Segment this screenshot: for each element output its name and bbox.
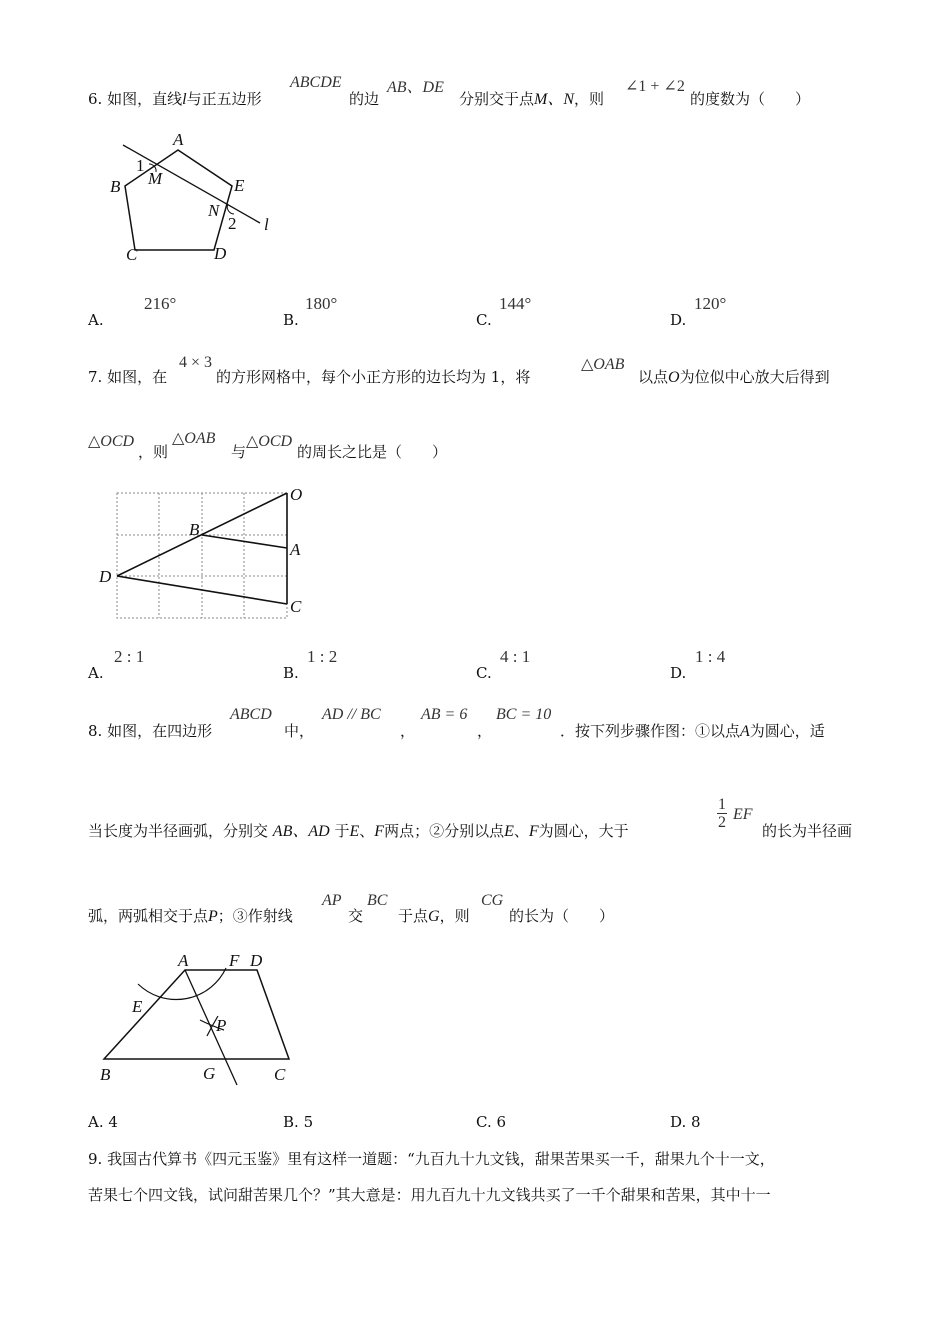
q6-math-sides: AB、DE: [387, 79, 444, 96]
q8-stem-2: [88, 821, 629, 842]
q8-label-B: B: [100, 1065, 111, 1084]
q7-option-b-label: B.: [283, 664, 299, 682]
q8-label-C: C: [274, 1065, 286, 1084]
q7-math-ocd: △OCD: [88, 433, 135, 450]
q8-option-b-value: 5: [303, 1113, 314, 1131]
q8-comma-1: ，: [400, 722, 416, 740]
q8-option-c-label: C.: [476, 1113, 492, 1131]
q8-option-a-value: 4: [108, 1113, 118, 1131]
q9-line-2: 苦果七个四文钱，试问甜苦果几个？”其大意是：用九百九十九文钱共买了一千个甜果和苦果，其中十一: [88, 1186, 771, 1204]
q8-point-e-2: E: [504, 823, 514, 840]
q8-fraction-half: [717, 796, 727, 831]
q8-math-bc-2: BC: [367, 892, 388, 909]
q8-fraction-numerator: 1: [718, 796, 726, 813]
q6-number: 6.: [88, 90, 103, 108]
q7-text-7: 的周长之比是（ ）: [297, 443, 448, 461]
q6-text-6: 的度数为（ ）: [690, 90, 811, 108]
q6-option-b-value: 180°: [305, 294, 338, 313]
q8-line3-d: [398, 906, 470, 927]
q7-text-3: [638, 367, 830, 388]
q8-text-3-a: ．按下列步骤作图：①以点: [560, 722, 741, 740]
q6-text-2: 与正五边形: [186, 90, 262, 108]
q8-label-F: F: [229, 951, 240, 970]
q7-figure-grid: [96, 484, 316, 620]
q8-line2-f: 为圆心，大于: [538, 822, 629, 840]
q8-line2-e: 、: [513, 822, 529, 840]
q7-text-5: ，则: [138, 443, 169, 461]
q6-label-B: B: [110, 177, 121, 196]
q8-line3-d-a: 于点: [398, 907, 429, 925]
q6-option-a-value: 216°: [144, 294, 177, 313]
q7-label-A: A: [290, 540, 301, 559]
q7-option-d-value: 1 : 4: [695, 647, 726, 666]
q6-option-a-label: A.: [88, 311, 104, 329]
q7-text-1: 如图，在: [107, 368, 168, 386]
q6-math-angles: ∠1 + ∠2: [625, 78, 685, 95]
q8-option-c-value: 6: [496, 1113, 507, 1131]
q6-label-A: A: [173, 130, 184, 149]
q6-stem: [88, 89, 262, 110]
q8-line3-f: 的长为（ ）: [509, 907, 615, 925]
q8-math-bc: BC = 10: [496, 706, 552, 723]
q8-number: 8.: [88, 722, 103, 740]
q8-option-c: [476, 1113, 506, 1131]
q8-line3-b: ；③作射线: [217, 907, 293, 925]
q8-option-a-label: A.: [88, 1113, 104, 1131]
q8-math-parallel: AD // BC: [322, 706, 381, 723]
q7-option-a-value: 2 : 1: [114, 647, 145, 666]
q8-line2-c: 、: [359, 822, 375, 840]
q6-option-b-label: B.: [283, 311, 299, 329]
q6-option-d-value: 120°: [694, 294, 727, 313]
q8-label-A: A: [178, 951, 189, 970]
q8-text-1: 如图，在四边形: [107, 722, 213, 740]
q8-stem-3: [88, 906, 293, 927]
q7-number: 7.: [88, 368, 103, 386]
q8-text-4: 为圆心，适: [749, 722, 825, 740]
q7-text-3-a: 以点: [638, 368, 669, 386]
q8-math-ef: EF: [733, 806, 753, 823]
q7-math-ocd-2: △OCD: [246, 433, 293, 450]
q6-text-4: [459, 89, 604, 110]
q8-line3-e: ，则: [439, 907, 470, 925]
q6-figure-pentagon: [100, 128, 300, 268]
q8-point-f: F: [374, 823, 385, 840]
q6-label-1: 1: [136, 156, 145, 175]
q7-option-c-value: 4 : 1: [500, 647, 531, 666]
q8-line2-g: 的长为半径画: [762, 822, 853, 840]
q7-option-c-label: C.: [476, 664, 492, 682]
q8-option-d: [670, 1113, 701, 1131]
q8-text-3: [560, 721, 825, 742]
q7-label-O: O: [290, 485, 303, 504]
q8-label-P: P: [216, 1016, 227, 1035]
q8-option-d-value: 8: [691, 1113, 701, 1131]
q6-text-5: ，则: [574, 90, 605, 108]
q8-line3-a: 弧，两弧相交于点: [88, 907, 209, 925]
q8-math-ab: AB = 6: [421, 706, 468, 723]
q8-point-a: A: [740, 723, 750, 740]
q6-option-c-value: 144°: [499, 294, 532, 313]
q6-label-N: N: [208, 201, 220, 220]
q7-text-4: 为位似中心放大后得到: [679, 368, 830, 386]
q7-stem-1: [88, 367, 167, 387]
q6-label-M: M: [148, 169, 163, 188]
q6-label-l: l: [264, 215, 269, 234]
q6-option-c-label: C.: [476, 311, 492, 329]
q6-text-3: 的边: [349, 90, 380, 108]
q7-text-6: 与: [231, 443, 247, 461]
q7-option-a-label: A.: [88, 664, 104, 682]
q7-option-d-label: D.: [670, 664, 687, 682]
q8-label-D: D: [250, 951, 263, 970]
q7-math-oab-2: △OAB: [172, 430, 216, 447]
q6-text-4-a: 分别交于点: [459, 90, 535, 108]
q8-math-cg: CG: [481, 892, 504, 909]
q8-point-g: G: [428, 908, 440, 925]
q6-label-C: C: [126, 245, 138, 264]
q8-point-p: P: [208, 908, 218, 925]
q8-stem-1: [88, 721, 212, 741]
q6-label-2: 2: [228, 214, 237, 233]
q8-point-e: E: [349, 823, 360, 840]
q6-points: M、N: [534, 91, 575, 108]
q8-label-E: E: [132, 997, 143, 1016]
q8-option-d-label: D.: [670, 1113, 687, 1131]
q8-text-2: 中，: [284, 722, 315, 740]
q8-option-b-label: B.: [283, 1113, 299, 1131]
q8-comma-2: ，: [477, 722, 493, 740]
q7-text-2: 的方形网格中，每个小正方形的边长均为 1，将: [216, 368, 531, 386]
q8-line2-d: 两点；②分别以点: [384, 822, 505, 840]
q7-label-B: B: [189, 520, 200, 539]
q6-text-1: 如图，直线: [107, 90, 183, 108]
q6-label-E: E: [234, 176, 245, 195]
q7-point-o: O: [668, 369, 680, 386]
q6-line-l: l: [182, 91, 187, 108]
q7-option-b-value: 1 : 2: [307, 647, 338, 666]
q6-math-pentagon: ABCDE: [290, 74, 342, 91]
q9-line-1: 9. 我国古代算书《四元玉鉴》里有这样一道题：“九百九十九文钱，甜果苦果买一千，甜果九个十一文，: [88, 1150, 775, 1168]
q8-point-f-2: F: [528, 823, 539, 840]
q8-label-G: G: [203, 1064, 216, 1083]
q8-line3-c: 交: [348, 907, 364, 925]
q7-label-C: C: [290, 597, 302, 616]
q8-line2-a: 当长度为半径画弧，分别交: [88, 822, 269, 840]
q8-figure-quadrilateral: [96, 946, 316, 1096]
q8-math-abcd: ABCD: [230, 706, 272, 723]
q7-math-grid: 4 × 3: [179, 354, 213, 371]
q8-fraction-denominator: 2: [718, 814, 726, 831]
q6-label-D: D: [214, 244, 227, 263]
q8-math-ap: AP: [322, 892, 342, 909]
q7-label-D: D: [99, 567, 112, 586]
q8-line2-b: 于: [334, 822, 350, 840]
q6-option-d-label: D.: [670, 311, 687, 329]
q8-option-a: [88, 1113, 118, 1131]
q8-math-ab-ad: AB、AD: [272, 823, 330, 840]
q7-math-oab: △OAB: [581, 356, 625, 373]
q8-option-b: [283, 1113, 313, 1131]
